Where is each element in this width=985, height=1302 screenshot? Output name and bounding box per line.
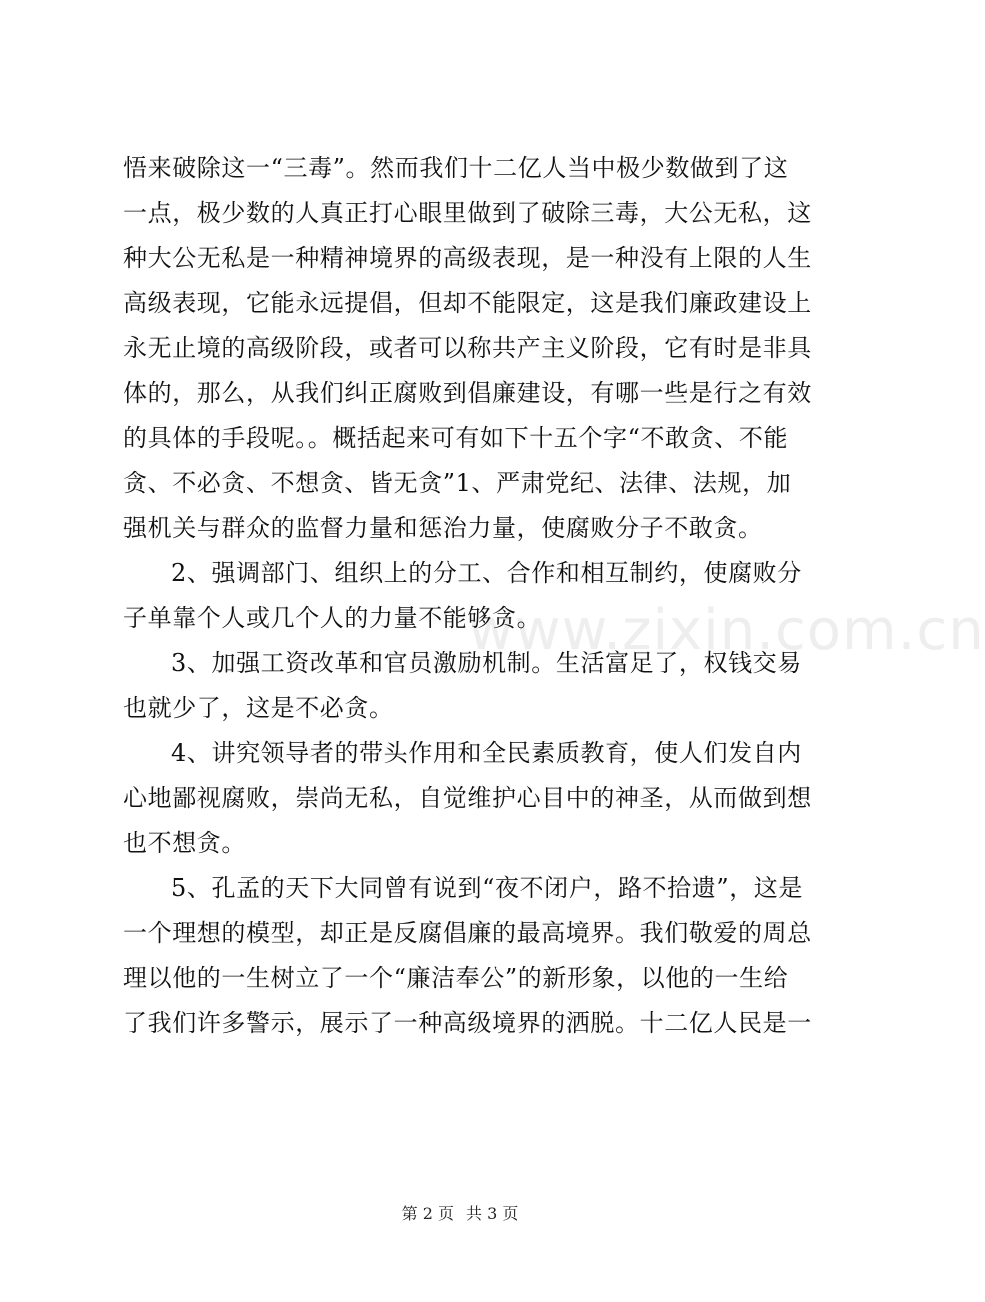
text-line: 一点，极少数的人真正打心眼里做到了破除三毒，大公无私，这 [123,199,812,227]
page-total-label: 共 3 页 [466,1204,519,1223]
text-line: 种大公无私是一种精神境界的高级表现，是一种没有上限的人生 [123,244,812,272]
paragraph-first-line: 5、孔孟的天下大同曾有说到“夜不闭户，路不拾遗”，这是 [171,874,804,902]
text-line: 高级表现，它能永远提倡，但却不能限定，这是我们廉政建设上 [123,289,812,317]
text-line: 子单靠个人或几个人的力量不能够贪。 [123,604,542,632]
page-number-label: 第 2 页 [401,1204,454,1223]
watermark: www.zixin.com.cn [468,598,985,663]
text-line: 强机关与群众的监督力量和惩治力量，使腐败分子不敢贪。 [123,514,763,542]
text-line: 一个理想的模型，却正是反腐倡廉的最高境界。我们敬爱的周总 [123,919,812,947]
paragraph-first-line: 3、加强工资改革和官员激励机制。生活富足了，权钱交易 [171,649,802,677]
text-line: 也不想贪。 [123,829,246,857]
text-line: 理以他的一生树立了一个“廉洁奉公”的新形象，以他的一生给 [123,964,789,992]
paragraph-first-line: 2、强调部门、组织上的分工、合作和相互制约，使腐败分 [171,559,802,587]
text-line: 也就少了，这是不必贪。 [123,694,394,722]
text-line: 永无止境的高级阶段，或者可以称共产主义阶段，它有时是非具 [123,334,812,362]
page-footer [0,1203,920,1225]
document-body [123,146,813,1046]
text-line: 了我们许多警示，展示了一种高级境界的洒脱。十二亿人民是一 [123,1009,812,1037]
text-line: 贪、不必贪、不想贪、皆无贪”1、严肃党纪、法律、法规，加 [123,469,792,497]
text-line: 体的，那么，从我们纠正腐败到倡廉建设，有哪一些是行之有效 [123,379,812,407]
text-line: 悟来破除这一“三毒”。然而我们十二亿人当中极少数做到了这 [123,154,789,182]
paragraph-first-line: 4、讲究领导者的带头作用和全民素质教育，使人们发自内 [171,739,802,767]
text-line: 的具体的手段呢。。概括起来可有如下十五个字“不敢贪、不能 [123,424,789,452]
text-line: 心地鄙视腐败，崇尚无私，自觉维护心目中的神圣，从而做到想 [123,784,812,812]
